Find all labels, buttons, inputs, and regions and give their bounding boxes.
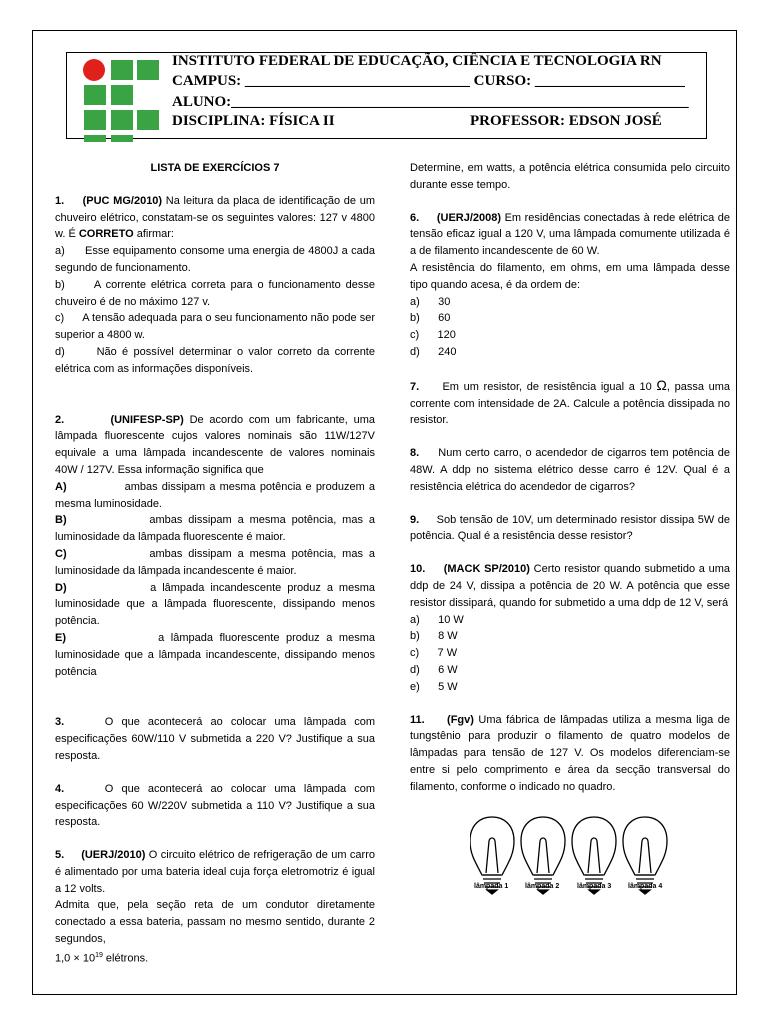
question-5 <box>55 847 375 967</box>
q2-option-e: E) a lâmpada fluorescente produz a mesma luminosidade que a lâmpada incandescente, dissipando menos potência <box>55 631 375 678</box>
q1-option-c: c) A tensão adequada para o seu funcionamento não pode ser superior a 4800 w. <box>55 312 375 342</box>
q5-text: O circuito elétrico de refrigeração de um carro é alimentado por uma bateria ideal cuja força eletromotriz é igual a 12 volts. <box>55 849 375 895</box>
question-2 <box>55 412 375 681</box>
q1-bold-word: CORRETO <box>78 228 134 241</box>
q1-option-b: b) A corrente elétrica correta para o funcionamento desse chuveiro é de no máximo 127 v. <box>55 278 376 308</box>
q6-text-2: A resistência do filamento, em ohms, em uma lâmpada desse tipo quando acesa, é da ordem de: <box>410 261 730 291</box>
q1-text: Na leitura da placa de identificação de um chuveiro elétrico, constatam-se os seguintes valores: 127 v 4800 w. É <box>55 194 376 241</box>
q2-text: De acordo com um fabricante, uma lâmpada fluorescente cujos valores nominais são 11W/127V equivale a uma lâmpada incandescente de valores nominais 40W / 127V. Essa informação significa que <box>55 413 376 476</box>
q5-number: 5. <box>55 849 65 862</box>
question-7: 7. Em um resistor, de resistência igual a 10 Ω, passa uma corrente com intensidade de 2A. Calcule a potência dissipada no resistor. <box>410 376 731 427</box>
list-title: LISTA DE EXERCÍCIOS 7 <box>150 162 280 174</box>
q2-option-d: D) a lâmpada incandescente produz a mesma luminosidade que a lâmpada fluorescente, dissipando menos potência. <box>55 581 375 628</box>
question-9: 9. Sob tensão de 10V, um determinado resistor dissipa 5W de potência. Qual é a resistência desse resistor? <box>410 513 731 543</box>
q2-option-b: B) ambas dissipam a mesma potência, mas a luminosidade da lâmpada fluorescente é maior. <box>55 514 375 544</box>
q10-option-c: c) 7 W <box>410 647 458 660</box>
q5-value: $1,0 \times 10^{19}$ elétrons. <box>55 951 149 965</box>
q10-option-a: a) 10 W <box>410 613 464 626</box>
bulb-caption-3: lâmpada 3 <box>577 883 612 890</box>
question-11: 11. (Fgv) Uma fábrica de lâmpadas utiliza a mesma liga de tungstênio para produzir o filamento de quatro modelos de lâmpadas para tensão de 127 V. Os modelos diferenciam-se entre si pelo comprimento e área da secção transversal do filamento, conforme o indicado no quadro. <box>410 713 731 793</box>
question-8: 8. Num certo carro, o acendedor de cigarros tem potência de 48W. A ddp no sistema elétrico desse carro é 12V. Qual é a resistência elétrica do acendedor de cigarros? <box>410 447 731 493</box>
q1-option-a: a) Esse equipamento consome uma energia de 4800J a cada segundo de funcionamento. <box>55 245 375 274</box>
omega-symbol: Ω <box>656 376 667 393</box>
q5-text-2: Admita que, pela seção reta de um condutor diretamente conectado a essa bateria, passam no mesmo sentido, durante 2 segundos, <box>55 899 375 946</box>
q1-number: 1. <box>55 194 65 207</box>
bulb-caption-1: lâmpada 1 <box>474 883 509 890</box>
q1-source: (PUC MG/2010) <box>82 194 163 207</box>
right-column <box>410 160 730 796</box>
bulb-caption-2: lâmpada 2 <box>525 883 560 890</box>
question-10 <box>410 561 730 695</box>
q10-text: Certo resistor quando submetido a uma ddp de 24 V, dissipa a potência de 20 W. A potência que esse resistor dissipará, quando for submetido a uma ddp de 12 V, será <box>410 563 731 609</box>
institute-logo <box>80 58 164 142</box>
question-1 <box>55 193 375 378</box>
campus-course-line: CAMPUS: ______________________________ CURSO: ____________________ <box>172 73 685 89</box>
q5-source: (UERJ/2010) <box>81 849 146 862</box>
q2-option-a: A) ambas dissipam a mesma potência e produzem a mesma luminosidade. <box>55 480 375 510</box>
q6-number: 6. <box>410 211 420 224</box>
professor-label: PROFESSOR: EDSON JOSÉ <box>470 113 662 129</box>
q1-text-end: afirmar: <box>133 228 174 241</box>
discipline-label: DISCIPLINA: FÍSICA II <box>172 113 335 129</box>
q2-number: 2. <box>55 413 65 426</box>
question-4: 4. O que acontecerá ao colocar uma lâmpada com especificações 60 W/220V submetida a 110 V? Justifique a sua resposta. <box>55 782 375 829</box>
institute-name: INSTITUTO FEDERAL DE EDUCAÇÃO, CIÊNCIA E TECNOLOGIA RN <box>172 53 662 69</box>
q6-option-a: a) 30 <box>410 295 451 308</box>
q6-option-b: b) 60 <box>410 312 451 325</box>
q6-option-d: d) 240 <box>410 345 457 358</box>
q10-option-e: e) 5 W <box>410 680 458 693</box>
q6-source: (UERJ/2008) <box>436 211 502 224</box>
q1-option-d: d) Não é possível determinar o valor correto da corrente elétrica com as informações disponíveis. <box>55 345 375 375</box>
student-line: ALUNO:_____________________________________________________________ <box>172 94 689 110</box>
q10-option-d: d) 6 W <box>410 663 458 676</box>
question-3: 3. O que acontecerá ao colocar uma lâmpada com especificações 60W/110 V submetida a 220 V? Justifique a sua resposta. <box>55 716 375 762</box>
left-column <box>55 160 375 967</box>
bulb-caption-4: lâmpada 4 <box>628 883 663 890</box>
q6-text: Em residências conectadas à rede elétrica de tensão eficaz igual a 120 V, uma lâmpada comumente utilizada é a de filamento incandescente de 60 W. <box>410 211 731 258</box>
question-6 <box>410 210 730 361</box>
q5-continuation: Determine, em watts, a potência elétrica consumida pelo circuito durante esse tempo. <box>410 162 730 191</box>
q2-source: (UNIFESP-SP) <box>110 413 184 426</box>
q2-option-c: C) ambas dissipam a mesma potência, mas a luminosidade da lâmpada incandescente é maior. <box>55 547 375 577</box>
q10-source: (MACK SP/2010) <box>443 563 530 576</box>
q6-option-c: c) 120 <box>410 329 456 342</box>
q10-number: 10. <box>410 563 426 576</box>
q10-option-b: b) 8 W <box>410 630 458 643</box>
